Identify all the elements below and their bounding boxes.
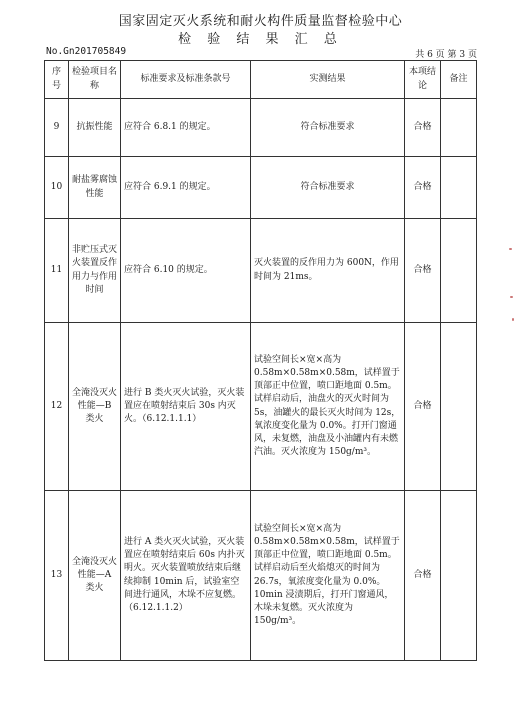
row-item: 全淹没灭火性能—B 类火 [69, 323, 121, 491]
row-note [441, 99, 477, 157]
row-note [441, 323, 477, 491]
row-item: 抗振性能 [69, 99, 121, 157]
col-header-result: 实测结果 [251, 61, 405, 99]
row-no: 11 [45, 219, 69, 323]
row-requirement: 进行 B 类火灭火试验，灭火装置应在喷射结束后 30s 内灭火。（6.12.1.1.1） [121, 323, 251, 491]
row-verdict: 合格 [405, 323, 441, 491]
row-requirement: 应符合 6.10 的规定。 [121, 219, 251, 323]
row-result: 试验空间长×宽×高为 0.58m×0.58m×0.58m，试样置于顶部正中位置，喷口距地面 0.5m。试样启动后，油盘火的灭火时间为 5s，油罐火的最长灭火时间为 12s，氧浓度变化量为 0.0%。打开门窗通风，未复燃，油盘及小油罐内有未燃汽油。灭火浓度为 150g/m³。 [251, 323, 405, 491]
table-row [45, 99, 477, 157]
row-requirement: 进行 A 类火灭火试验，灭火装置应在喷射结束后 60s 内扑灭明火。灭火装置喷放结束后继续抑制 10min 后，试验室空间进行通风，木垛不应复燃。（6.12.1.1.2） [121, 491, 251, 661]
row-result: 灭火装置的反作用力为 600N，作用时间为 21ms。 [251, 219, 405, 323]
row-no: 12 [45, 323, 69, 491]
edge-mark [510, 296, 513, 298]
row-result: 符合标准要求 [251, 99, 405, 157]
table-row [45, 157, 477, 219]
row-verdict: 合格 [405, 491, 441, 661]
row-result: 试验空间长×宽×高为 0.58m×0.58m×0.58m，试样置于顶部正中位置，喷口距地面 0.5m。试样启动后至火焰熄灭的时间为 26.7s，氧浓度变化量为 0.0%。10min 浸渍期后，打开门窗通风，木垛未复燃。灭火浓度为 150g/m³。 [251, 491, 405, 661]
col-header-no: 序号 [45, 61, 69, 99]
row-no: 9 [45, 99, 69, 157]
row-verdict: 合格 [405, 99, 441, 157]
col-header-note: 备注 [441, 61, 477, 99]
results-table [44, 60, 477, 661]
row-note [441, 491, 477, 661]
org-title: 国家固定灭火系统和耐火构件质量监督检验中心 [118, 14, 403, 29]
table-row [45, 219, 477, 323]
report-title: 检 验 结 果 汇 总 [178, 32, 343, 47]
document-number: No.Gn201705849 [46, 46, 127, 57]
row-item: 耐盐雾腐蚀性能 [69, 157, 121, 219]
row-note [441, 219, 477, 323]
table-row [45, 323, 477, 491]
col-header-requirement: 标准要求及标准条款号 [121, 61, 251, 99]
row-requirement: 应符合 6.9.1 的规定。 [121, 157, 251, 219]
col-header-verdict: 本项结论 [405, 61, 441, 99]
row-note [441, 157, 477, 219]
page-info: 共 6 页 第 3 页 [415, 50, 477, 60]
row-requirement: 应符合 6.8.1 的规定。 [121, 99, 251, 157]
row-item: 全淹没灭火性能—A 类火 [69, 491, 121, 661]
col-header-item: 检验项目名称 [69, 61, 121, 99]
edge-mark [512, 318, 514, 321]
row-item: 非贮压式灭火装置反作用力与作用时间 [69, 219, 121, 323]
row-no: 10 [45, 157, 69, 219]
row-result: 符合标准要求 [251, 157, 405, 219]
row-no: 13 [45, 491, 69, 661]
row-verdict: 合格 [405, 157, 441, 219]
table-row [45, 491, 477, 661]
row-verdict: 合格 [405, 219, 441, 323]
table-header-row [45, 61, 477, 99]
edge-mark [509, 248, 512, 250]
